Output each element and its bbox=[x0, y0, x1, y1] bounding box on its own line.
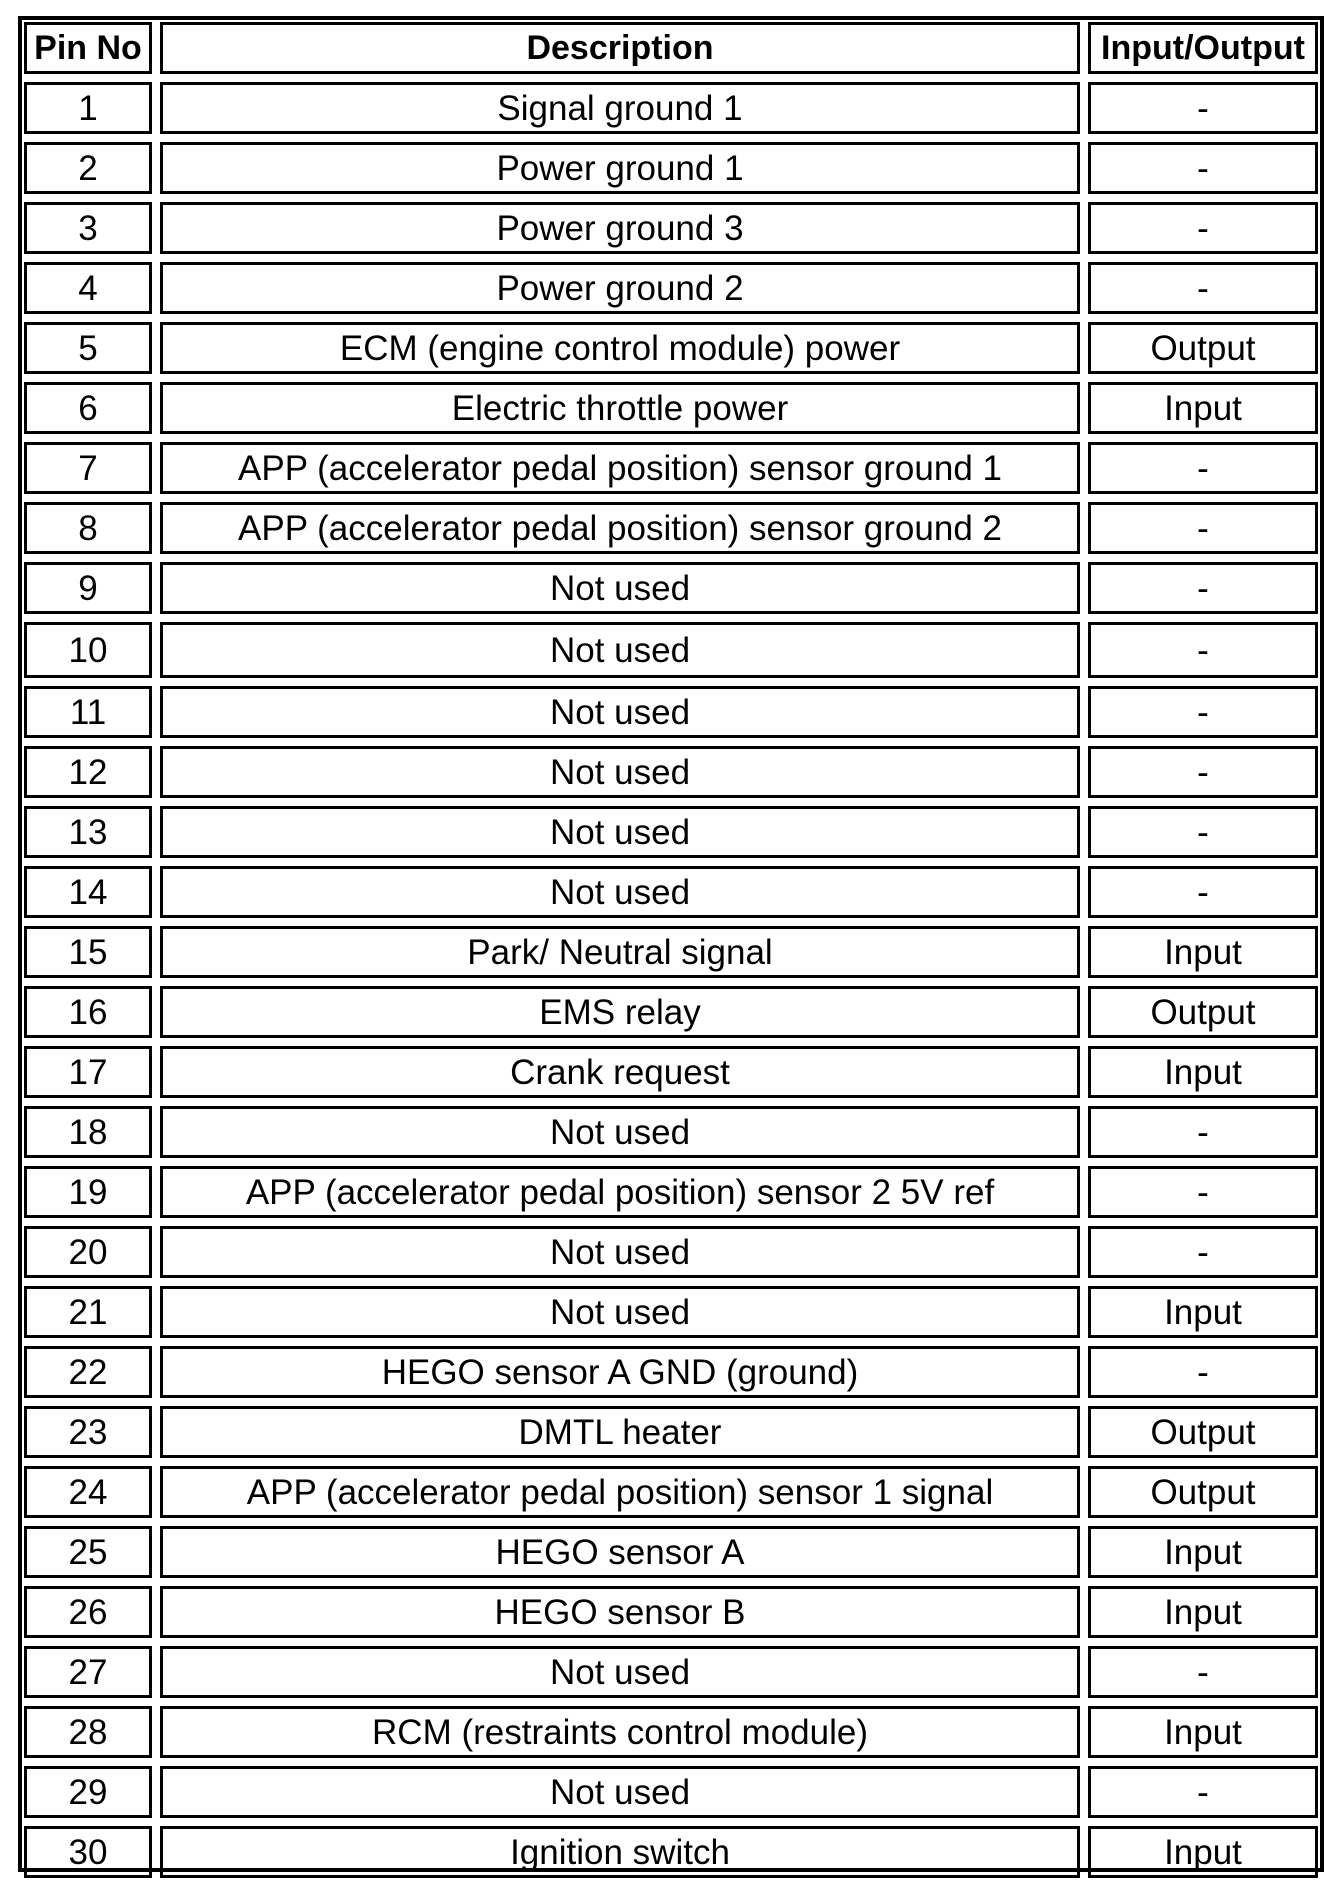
input-output-cell: Input bbox=[1088, 1286, 1318, 1338]
description-cell: APP (accelerator pedal position) sensor ground 2 bbox=[160, 502, 1080, 554]
description-cell: Power ground 1 bbox=[160, 142, 1080, 194]
input-output-cell: - bbox=[1088, 622, 1318, 678]
input-output-cell: Input bbox=[1088, 382, 1318, 434]
table-row bbox=[24, 806, 1318, 858]
pin-number-cell: 8 bbox=[24, 502, 152, 554]
input-output-cell: - bbox=[1088, 1226, 1318, 1278]
input-output-cell: Input bbox=[1088, 1526, 1318, 1578]
pin-number-cell: 17 bbox=[24, 1046, 152, 1098]
table-row bbox=[24, 1226, 1318, 1278]
table-body bbox=[24, 82, 1318, 1878]
description-cell: Not used bbox=[160, 1106, 1080, 1158]
table-row bbox=[24, 142, 1318, 194]
table-row bbox=[24, 686, 1318, 738]
description-cell: Not used bbox=[160, 622, 1080, 678]
table-row bbox=[24, 746, 1318, 798]
description-cell: APP (accelerator pedal position) sensor 2 5V ref bbox=[160, 1166, 1080, 1218]
description-cell: Not used bbox=[160, 866, 1080, 918]
input-output-cell: Output bbox=[1088, 1406, 1318, 1458]
pin-number-cell: 26 bbox=[24, 1586, 152, 1638]
table-row bbox=[24, 502, 1318, 554]
description-cell: Not used bbox=[160, 1646, 1080, 1698]
pin-number-cell: 28 bbox=[24, 1706, 152, 1758]
input-output-cell: Output bbox=[1088, 1466, 1318, 1518]
description-cell: APP (accelerator pedal position) sensor 1 signal bbox=[160, 1466, 1080, 1518]
pin-number-cell: 29 bbox=[24, 1766, 152, 1818]
table-row bbox=[24, 1766, 1318, 1818]
pin-number-cell: 15 bbox=[24, 926, 152, 978]
input-output-cell: Output bbox=[1088, 322, 1318, 374]
pin-number-cell: 19 bbox=[24, 1166, 152, 1218]
description-cell: Ignition switch bbox=[160, 1826, 1080, 1878]
table-row bbox=[24, 1406, 1318, 1458]
table-row bbox=[24, 1706, 1318, 1758]
input-output-cell: Input bbox=[1088, 1046, 1318, 1098]
pin-number-cell: 20 bbox=[24, 1226, 152, 1278]
description-cell: Not used bbox=[160, 746, 1080, 798]
description-cell: Power ground 3 bbox=[160, 202, 1080, 254]
pin-number-cell: 13 bbox=[24, 806, 152, 858]
description-cell: Crank request bbox=[160, 1046, 1080, 1098]
input-output-cell: Input bbox=[1088, 1586, 1318, 1638]
description-cell: Not used bbox=[160, 562, 1080, 614]
input-output-cell: - bbox=[1088, 806, 1318, 858]
table-row bbox=[24, 202, 1318, 254]
table-row bbox=[24, 1286, 1318, 1338]
pin-number-cell: 18 bbox=[24, 1106, 152, 1158]
table-row bbox=[24, 1526, 1318, 1578]
input-output-cell: Output bbox=[1088, 986, 1318, 1038]
description-cell: APP (accelerator pedal position) sensor ground 1 bbox=[160, 442, 1080, 494]
table-row bbox=[24, 82, 1318, 134]
description-cell: Electric throttle power bbox=[160, 382, 1080, 434]
table-row bbox=[24, 562, 1318, 614]
description-cell: ECM (engine control module) power bbox=[160, 322, 1080, 374]
pin-number-cell: 2 bbox=[24, 142, 152, 194]
pin-number-cell: 1 bbox=[24, 82, 152, 134]
description-cell: Not used bbox=[160, 686, 1080, 738]
description-cell: HEGO sensor B bbox=[160, 1586, 1080, 1638]
description-cell: EMS relay bbox=[160, 986, 1080, 1038]
table-row bbox=[24, 1166, 1318, 1218]
description-cell: Not used bbox=[160, 1766, 1080, 1818]
pin-number-cell: 22 bbox=[24, 1346, 152, 1398]
table-row bbox=[24, 1046, 1318, 1098]
header-pin-no: Pin No bbox=[24, 22, 152, 74]
pin-number-cell: 27 bbox=[24, 1646, 152, 1698]
input-output-cell: - bbox=[1088, 1106, 1318, 1158]
table-row bbox=[24, 1586, 1318, 1638]
table-row bbox=[24, 1646, 1318, 1698]
pin-number-cell: 7 bbox=[24, 442, 152, 494]
table-row bbox=[24, 442, 1318, 494]
description-cell: Power ground 2 bbox=[160, 262, 1080, 314]
table-row bbox=[24, 322, 1318, 374]
description-cell: Not used bbox=[160, 806, 1080, 858]
pin-number-cell: 11 bbox=[24, 686, 152, 738]
table-row bbox=[24, 262, 1318, 314]
table-row bbox=[24, 1106, 1318, 1158]
pin-number-cell: 6 bbox=[24, 382, 152, 434]
table-row bbox=[24, 1346, 1318, 1398]
pin-number-cell: 10 bbox=[24, 622, 152, 678]
pin-number-cell: 30 bbox=[24, 1826, 152, 1878]
input-output-cell: - bbox=[1088, 202, 1318, 254]
description-cell: Signal ground 1 bbox=[160, 82, 1080, 134]
input-output-cell: - bbox=[1088, 746, 1318, 798]
input-output-cell: - bbox=[1088, 1166, 1318, 1218]
table-row bbox=[24, 1466, 1318, 1518]
header-description: Description bbox=[160, 22, 1080, 74]
pin-number-cell: 24 bbox=[24, 1466, 152, 1518]
input-output-cell: - bbox=[1088, 1766, 1318, 1818]
header-row bbox=[24, 22, 1318, 74]
input-output-cell: Input bbox=[1088, 1706, 1318, 1758]
table-row bbox=[24, 382, 1318, 434]
description-cell: RCM (restraints control module) bbox=[160, 1706, 1080, 1758]
input-output-cell: - bbox=[1088, 1646, 1318, 1698]
input-output-cell: - bbox=[1088, 502, 1318, 554]
input-output-cell: - bbox=[1088, 82, 1318, 134]
pin-number-cell: 14 bbox=[24, 866, 152, 918]
description-cell: Park/ Neutral signal bbox=[160, 926, 1080, 978]
pin-table bbox=[16, 14, 1326, 1886]
description-cell: DMTL heater bbox=[160, 1406, 1080, 1458]
input-output-cell: - bbox=[1088, 142, 1318, 194]
input-output-cell: - bbox=[1088, 686, 1318, 738]
table-row bbox=[24, 926, 1318, 978]
pin-number-cell: 9 bbox=[24, 562, 152, 614]
description-cell: HEGO sensor A GND (ground) bbox=[160, 1346, 1080, 1398]
pin-number-cell: 3 bbox=[24, 202, 152, 254]
input-output-cell: Input bbox=[1088, 1826, 1318, 1878]
table-row bbox=[24, 1826, 1318, 1878]
header-input-output: Input/Output bbox=[1088, 22, 1318, 74]
pin-number-cell: 12 bbox=[24, 746, 152, 798]
input-output-cell: Input bbox=[1088, 926, 1318, 978]
table-row bbox=[24, 986, 1318, 1038]
input-output-cell: - bbox=[1088, 1346, 1318, 1398]
pin-number-cell: 23 bbox=[24, 1406, 152, 1458]
description-cell: HEGO sensor A bbox=[160, 1526, 1080, 1578]
description-cell: Not used bbox=[160, 1226, 1080, 1278]
pin-number-cell: 5 bbox=[24, 322, 152, 374]
pin-number-cell: 4 bbox=[24, 262, 152, 314]
input-output-cell: - bbox=[1088, 442, 1318, 494]
description-cell: Not used bbox=[160, 1286, 1080, 1338]
input-output-cell: - bbox=[1088, 866, 1318, 918]
table-row bbox=[24, 866, 1318, 918]
pin-number-cell: 21 bbox=[24, 1286, 152, 1338]
input-output-cell: - bbox=[1088, 262, 1318, 314]
table-row bbox=[24, 622, 1318, 678]
pin-number-cell: 25 bbox=[24, 1526, 152, 1578]
input-output-cell: - bbox=[1088, 562, 1318, 614]
pin-number-cell: 16 bbox=[24, 986, 152, 1038]
